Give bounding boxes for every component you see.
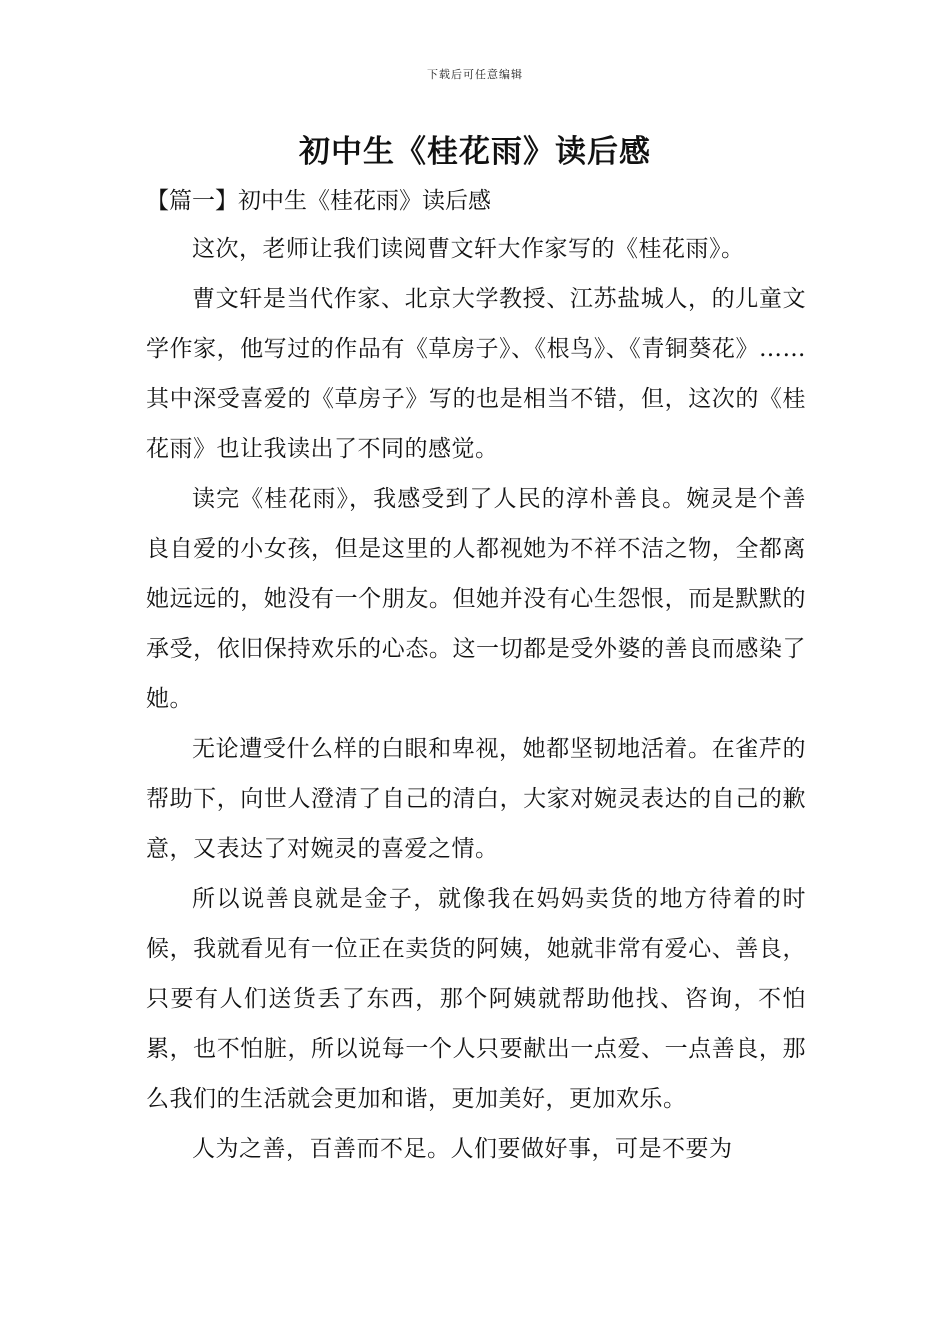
page-title: 初中生《桂花雨》读后感 <box>299 134 651 170</box>
header-note: 下载后可任意编辑 <box>427 68 523 81</box>
body-text <box>146 224 806 1174</box>
section-heading: 【篇一】初中生《桂花雨》读后感 <box>146 188 491 214</box>
paragraph: 所以说善良就是金子，就像我在妈妈卖货的地方待着的时候，我就看见有一位正在卖货的阿姨，她就非常有爱心、善良，只要有人们送货丢了东西，那个阿姨就帮助他找、咨询，不怕累，也不怕脏，所以说每一个人只要献出一点爱、一点善良，那么我们的生活就会更加和谐，更加美好，更加欢乐。 <box>146 886 806 1112</box>
paragraph: 这次，老师让我们读阅曹文轩大作家写的《桂花雨》。 <box>192 236 745 262</box>
paragraph: 读完《桂花雨》，我感受到了人民的淳朴善良。婉灵是个善良自爱的小女孩，但是这里的人都视她为不祥不洁之物，全都离她远远的，她没有一个朋友。但她并没有心生怨恨，而是默默的承受，依旧保持欢乐的心态。这一切都是受外婆的善良而感染了她。 <box>146 486 806 712</box>
paragraph: 曹文轩是当代作家、北京大学教授、江苏盐城人，的儿童文学作家，他写过的作品有《草房子》、《根鸟》、《青铜葵花》……其中深受喜爱的《草房子》写的也是相当不错，但，这次的《桂花雨》也让我读出了不同的感觉。 <box>146 286 806 462</box>
paragraph: 无论遭受什么样的白眼和卑视，她都坚韧地活着。在雀芹的帮助下，向世人澄清了自己的清白，大家对婉灵表达的自己的歉意，又表达了对婉灵的喜爱之情。 <box>146 736 806 862</box>
paragraph: 人为之善，百善而不足。人们要做好事，可是不要为 <box>192 1136 733 1162</box>
